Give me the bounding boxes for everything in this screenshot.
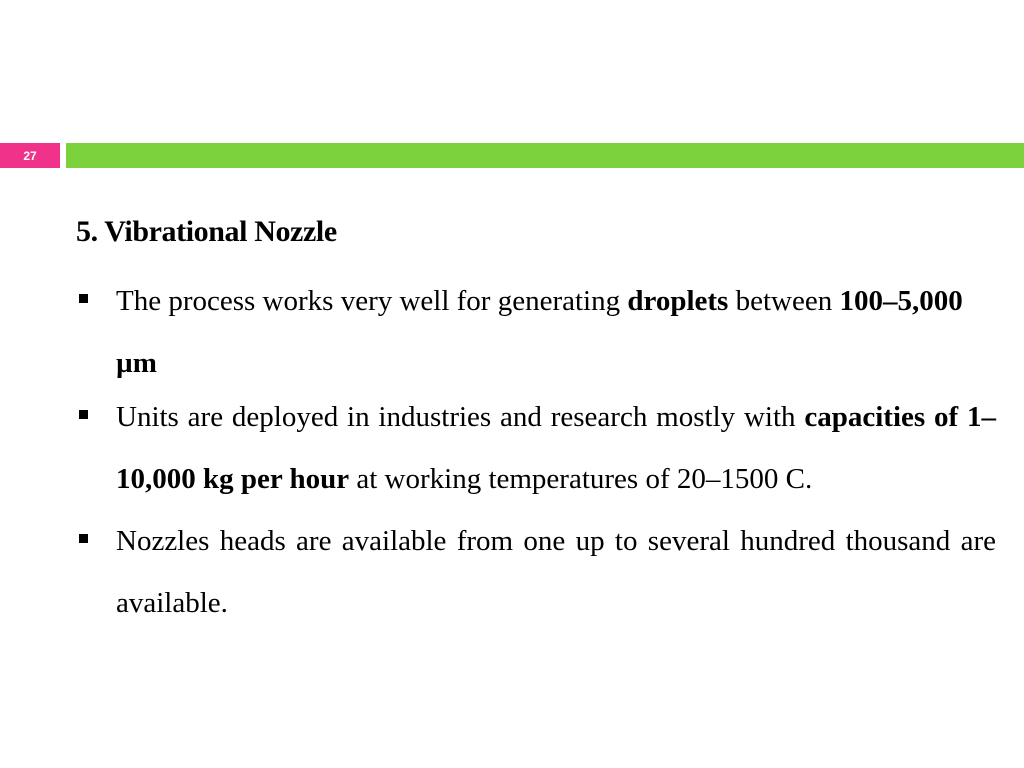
bullet-item-droplets <box>76 270 996 394</box>
bullet-text: Units are deployed in industries and research mostly with <box>116 401 805 433</box>
bullet-item-nozzle-heads <box>76 510 996 634</box>
slide-number-badge <box>0 143 60 168</box>
bullet-text: between <box>728 285 840 317</box>
bullet-list <box>76 270 996 634</box>
square-bullet-icon <box>79 534 88 543</box>
bullet-bold-text: capacities of 1–10,000 kg per hour <box>116 401 996 495</box>
bullet-item-capacities <box>76 386 996 510</box>
bullet-text: Nozzles heads are available from one up to several hundred thousand are available. <box>116 525 996 619</box>
square-bullet-icon <box>79 410 88 419</box>
section-title: 5. Vibrational Nozzle <box>76 215 337 248</box>
bullet-text: at working temperatures of 20–1500 C. <box>349 463 813 495</box>
bullet-bold-text: droplets <box>627 285 729 317</box>
slide-number-text: 27 <box>23 148 37 163</box>
header-bar <box>66 143 1024 168</box>
bullet-text: The process works very well for generating <box>116 285 628 317</box>
bullet-bold-text: 100–5,000 µm <box>116 285 963 379</box>
square-bullet-icon <box>79 294 88 303</box>
